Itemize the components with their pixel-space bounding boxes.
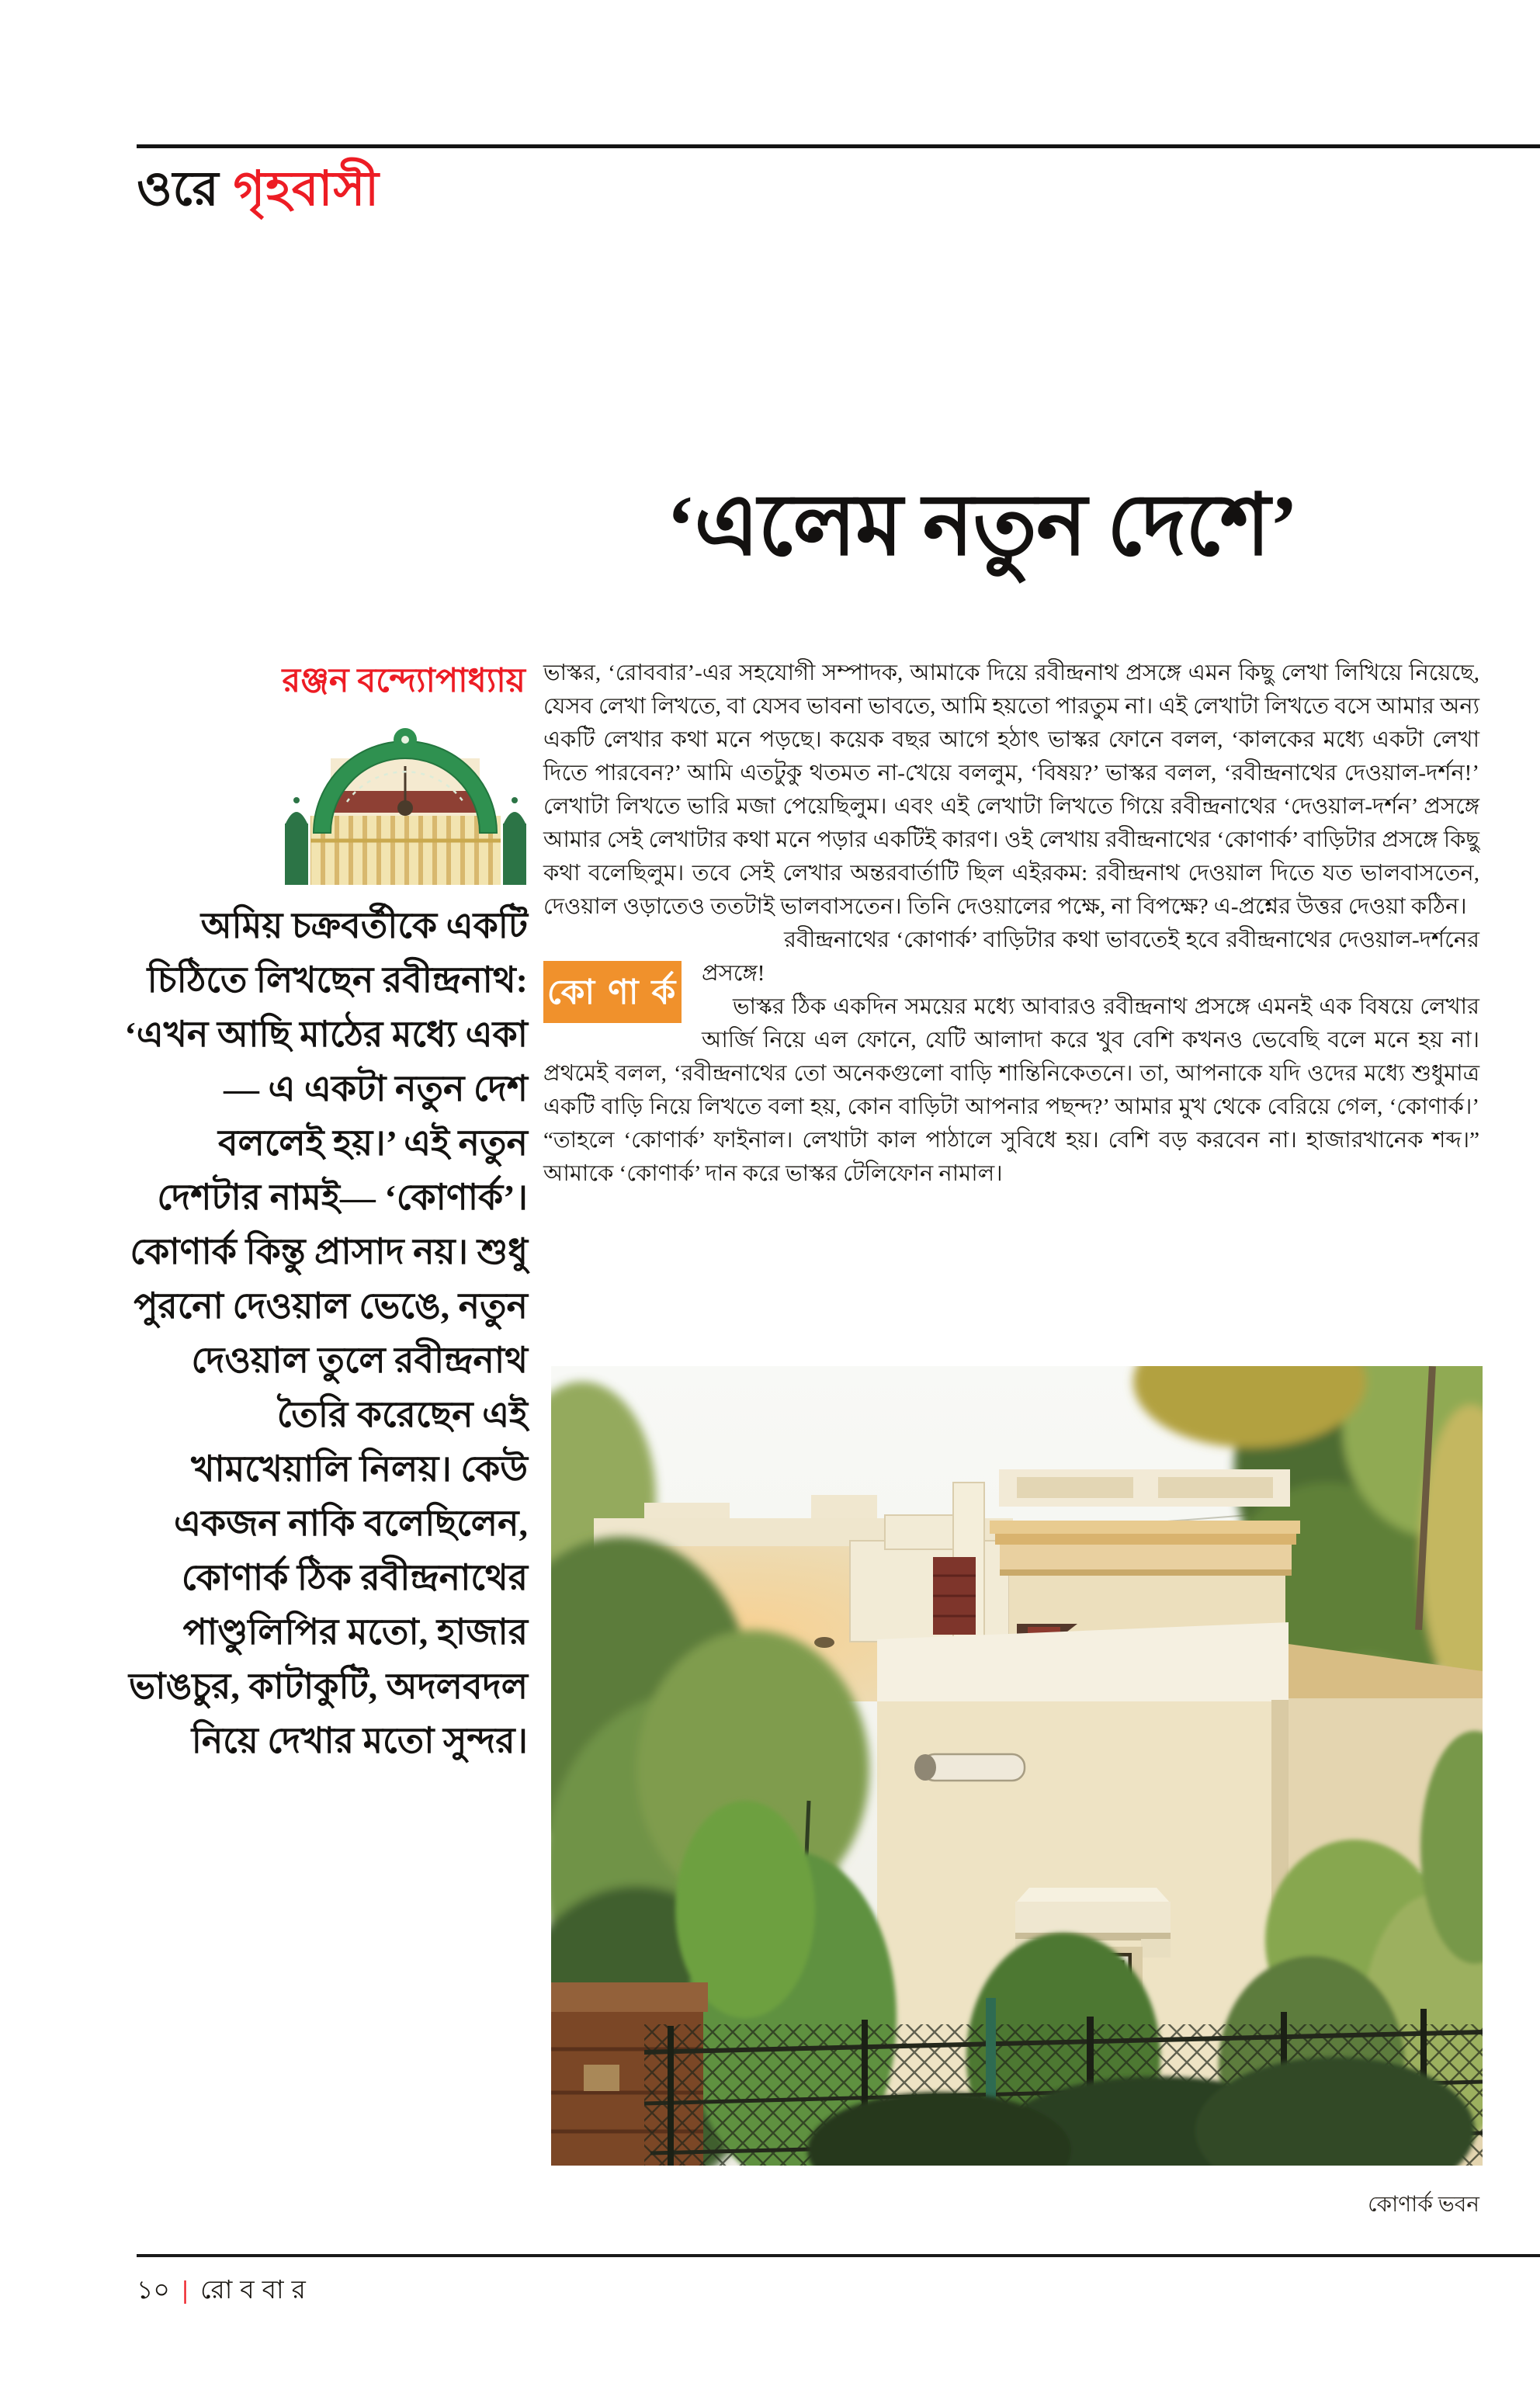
article-body — [543, 657, 1479, 1191]
article-headline: ‘এলেম নতুন দেশে’ — [666, 478, 1298, 573]
page-number: ১০ — [137, 2277, 170, 2305]
body-paragraph-3: ভাস্কর ঠিক একদিন সময়ের মধ্যে আবারও রবীন্দ্রনাথ প্রসঙ্গে এমনই এক বিষয়ে লেখার আর্জি নিয়ে এল ফোনে, যেটি আলাদা করে খুব বেশি কখনও ভেবেছি বলে মনে হয় না। প্রথমেই বলল, ‘রবীন্দ্রনাথের তো অনেকগুলো বাড়ি শান্তিনিকেতনে। তা, আপনাকে যদি ওদের মধ্যে শুধুমাত্র একটি বাড়ি নিয়ে লিখতে বলা হয়, কোন বাড়িটা আপনার পছন্দ?’ আমার মুখ থেকে বেরিয়ে গেল, ‘কোণার্ক।’ “তাহলে ‘কোণার্ক’ ফাইনাল। লেখাটা কাল পাঠালে সুবিধে হয়। বেশি বড় করবেন না। হাজারখানেক শব্দ।” আমাকে ‘কোণার্ক’ দান করে ভাস্কর টেলিফোন নামাল। — [543, 994, 1479, 1186]
section-masthead — [137, 152, 380, 232]
gate-right-turret — [503, 824, 526, 885]
gate-photo — [283, 724, 528, 885]
footer-divider: | — [182, 2277, 189, 2305]
gate-left-finial — [293, 797, 300, 803]
gate-right-finial — [512, 797, 518, 803]
pull-quote-column: অমিয় চক্রবর্তীকে একটি চিঠিতে লিখছেন রবীন্দ্রনাথ: ‘এখন আছি মাঠের মধ্যে একা— এ একটা নতুন দেশ বললেই হয়।’ এই নতুন দেশটার নামই— ‘কোণার্ক’। কোণার্ক কিন্তু প্রাসাদ নয়। শুধু পুরনো দেওয়াল ভেঙে, নতুন দেওয়াল তুলে রবীন্দ্রনাথ তৈরি করেছেন এই খামখেয়ালি নিলয়। কেউ একজন নাকি বলেছিলেন, কোণার্ক ঠিক রবীন্দ্রনাথের পাণ্ডুলিপির মতো, হাজার ভাঙচুর, কাটাকুটি, অদলবদল নিয়ে দেখার মতো সুন্দর। — [124, 906, 528, 1760]
top-rule — [137, 144, 1540, 148]
masthead-word-black: ওরে — [137, 163, 220, 216]
masthead-word-red: গৃহবাসী — [233, 163, 380, 216]
gate-photo-art — [283, 724, 528, 885]
page-footer — [137, 2270, 314, 2313]
photo-caption: কোণার্ক ভবন — [1368, 2193, 1479, 2217]
magazine-name: রোববার — [200, 2277, 314, 2305]
body-paragraph-1: ভাস্কর, ‘রোববার’-এর সহযোগী সম্পাদক, আমাকে দিয়ে রবীন্দ্রনাথ প্রসঙ্গে এমন কিছু লেখা লিখিয়ে নিয়েছে, যেসব লেখা লিখতে, বা যেসব ভাবনা ভাবতে, আমি হয়তো পারতুম না। এই লেখাটা লিখতে বসে আমার অন্য একটি লেখার কথা মনে পড়ছে। কয়েক বছর আগে হঠাৎ ভাস্কর ফোনে বলল, ‘কালকের মধ্যে একটা লেখা দিতে পারবেন?’ আমি এতটুকু থতমত না-খেয়ে বললুম, ‘বিষয়?’ ভাস্কর বলল, ‘রবীন্দ্রনাথের দেওয়াল-দর্শন!’ লেখাটা লিখতে ভারি মজা পেয়েছিলুম। এবং এই লেখাটা লিখতে গিয়ে রবীন্দ্রনাথের ‘দেওয়াল-দর্শন’ প্রসঙ্গে আমার সেই লেখাটার কথা মনে পড়ার একটিই কারণ। ওই লেখায় রবীন্দ্রনাথের ‘কোণার্ক’ বাড়িটার প্রসঙ্গে কিছু কথা বলেছিলুম। তবে সেই লেখার অন্তরবার্তাটি ছিল এইরকম: রবীন্দ্রনাথ দেওয়াল দিতে যত ভালবাসতেন, দেওয়াল ওড়াতেও ততটাই ভালবাসতেন। তিনি দেওয়ালের পক্ষে, না বিপক্ষে? এ-প্রশ্নের উত্তর দেওয়া কঠিন। — [543, 661, 1479, 919]
gate-bell — [397, 800, 413, 816]
gate-left-turret — [285, 824, 308, 885]
gate-lattice — [310, 816, 501, 885]
body-paragraph-2: রবীন্দ্রনাথের ‘কোণার্ক’ বাড়িটার কথা ভাবতেই হবে রবীন্দ্রনাথের দেওয়াল-দর্শনের প্রসঙ্গে! — [702, 928, 1479, 986]
author-byline: রঞ্জন বন্দ্যোপাধ্যায় — [282, 663, 525, 699]
footer-rule — [137, 2254, 1540, 2257]
gate-emblem-center — [401, 736, 409, 744]
building-photo-art — [551, 1366, 1483, 2166]
konark-bhavan-photo — [551, 1366, 1483, 2166]
konark-badge: কো ণা র্ক — [543, 961, 682, 1023]
